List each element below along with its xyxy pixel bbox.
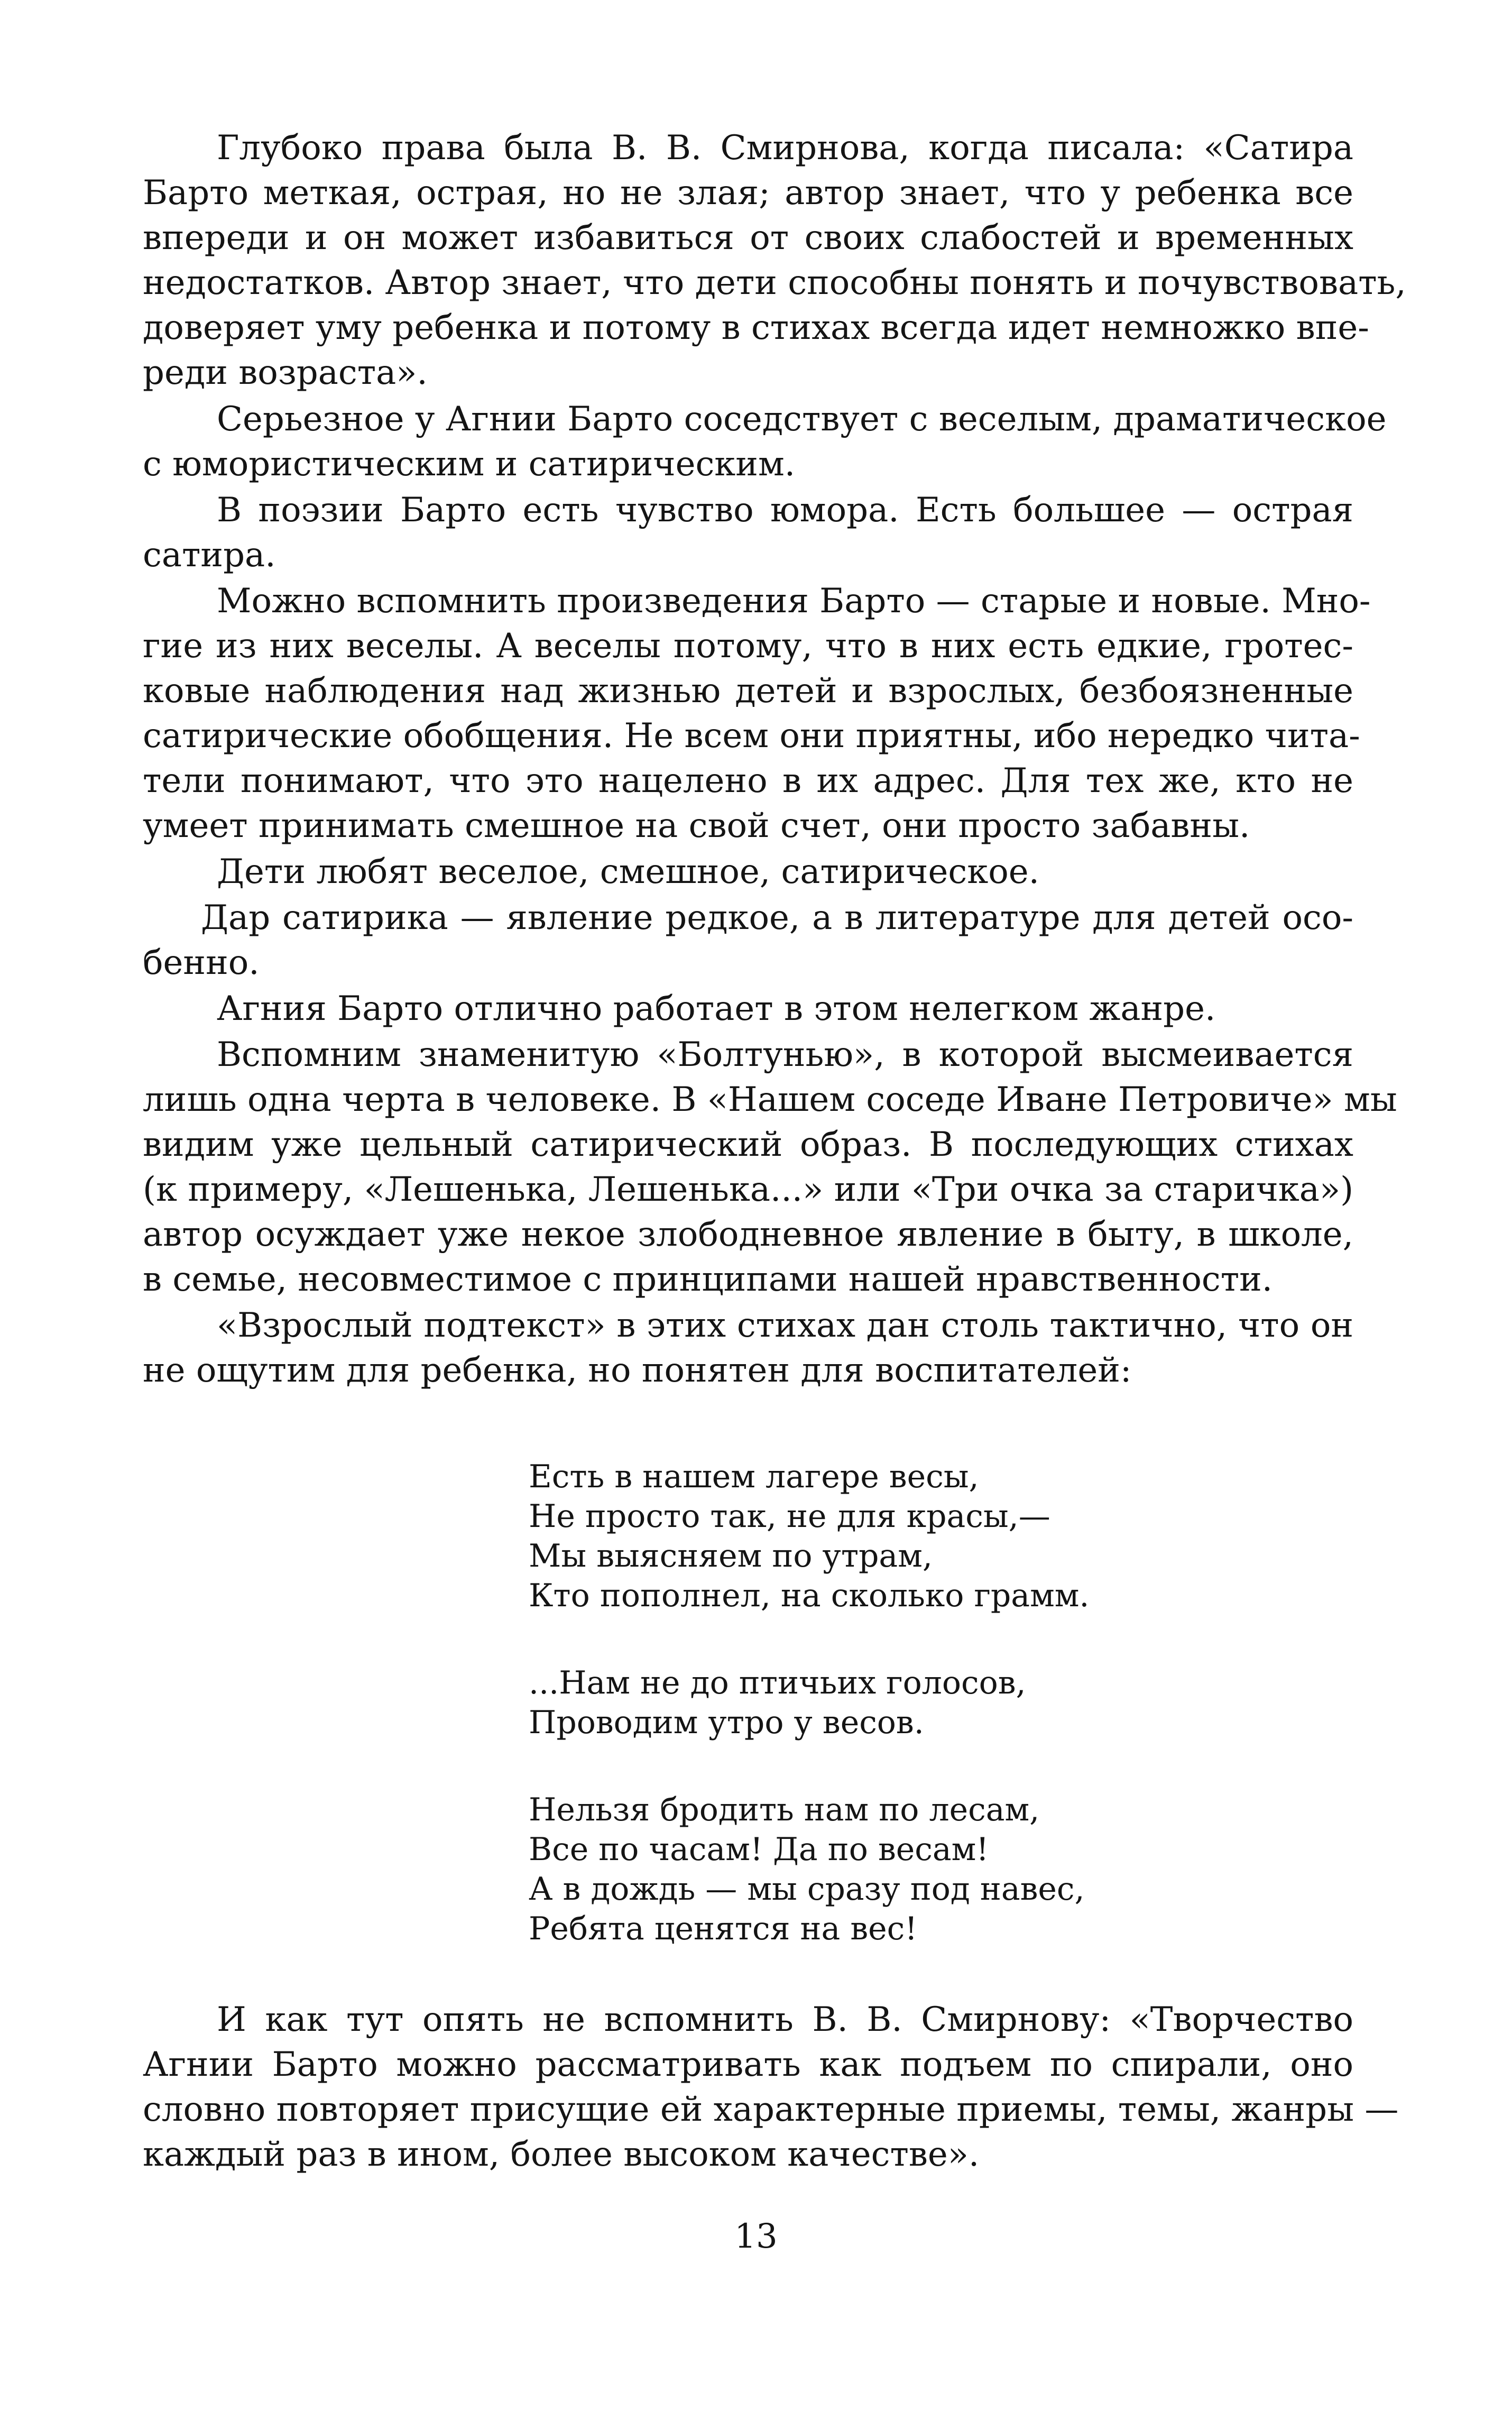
text-line: каждый раз в ином, более высоком качестве». [143,2135,980,2174]
text-line: лишь одна черта в человеке. В «Нашем соседе Иване Петровиче» мы [143,1080,1397,1119]
text-line: тели понимают, что это нацелено в их адрес. Для тех же, кто не [143,761,1353,800]
text-line: сатира. [143,536,276,575]
poem-line: Не просто так, не для красы,— [529,1498,1050,1535]
text-line: Серьезное у Агнии Барто соседствует с веселым, драматическое [217,400,1387,439]
text-line: Дети любят веселое, смешное, сатирическое. [217,852,1039,891]
text-line: сатирические обобщения. Не всем они приятны, ибо нередко чита- [143,716,1360,756]
text-line: автор осуждает уже некое злободневное явление в быту, в школе, [143,1215,1353,1254]
text-line: бенно. [143,943,260,982]
poem-line: Нельзя бродить нам по лесам, [529,1791,1040,1828]
text-line: недостатков. Автор знает, что дети способны понять и почувствовать, [143,263,1406,302]
text-line: впереди и он может избавиться от своих слабостей и временных [143,218,1353,257]
poem-line: А в дождь — мы сразу под навес, [529,1871,1085,1908]
poem-line: ...Нам не до птичьих голосов, [529,1664,1026,1701]
text-line: (к примеру, «Лешенька, Лешенька...» или «Три очка за старичка») [143,1170,1354,1209]
poem-line: Мы выясняем по утрам, [529,1538,933,1575]
text-line: И как тут опять не вспомнить В. В. Смирнову: «Творчество [217,2000,1353,2039]
text-line: видим уже цельный сатирический образ. В последующих стихах [143,1125,1353,1164]
text-line: доверяет уму ребенка и потому в стихах всегда идет немножко впе- [143,308,1369,347]
text-line: не ощутим для ребенка, но понятен для воспитателей: [143,1351,1132,1390]
poem-line: Есть в нашем лагере весы, [529,1458,979,1495]
text-line: реди возраста». [143,353,428,392]
text-line: Агния Барто отлично работает в этом нелегком жанре. [217,989,1216,1028]
poem-line: Ребята ценятся на вес! [529,1910,918,1947]
text-line: Глубоко права была В. В. Смирнова, когда писала: «Сатира [217,128,1353,168]
text-line: Барто меткая, острая, но не злая; автор знает, что у ребенка все [143,173,1353,213]
text-line: умеет принимать смешное на свой счет, они просто забавны. [143,806,1250,845]
text-line: ковые наблюдения над жизнью детей и взрослых, безбоязненные [143,671,1353,711]
text-line: Вспомним знаменитую «Болтунью», в которой высмеивается [217,1035,1353,1074]
page-number: 13 [734,2217,778,2256]
text-line: Дар сатирика — явление редкое, а в литературе для детей осо- [201,898,1353,937]
text-line: гие из них веселы. А веселы потому, что в них есть едкие, гротес- [143,627,1353,666]
text-line: В поэзии Барто есть чувство юмора. Есть большее — острая [217,491,1353,530]
text-line: Можно вспомнить произведения Барто — старые и новые. Мно- [217,582,1371,621]
text-line: словно повторяет присущие ей характерные приемы, темы, жанры — [143,2090,1399,2129]
text-line: «Взрослый подтекст» в этих стихах дан столь тактично, что он [217,1306,1353,1345]
poem-line: Кто пополнел, на сколько грамм. [529,1577,1090,1614]
poem-line: Проводим утро у весов. [529,1704,924,1741]
text-line: в семье, несовместимое с принципами нашей нравственности. [143,1260,1273,1299]
text-line: с юмористическим и сатирическим. [143,445,796,484]
text-line: Агнии Барто можно рассматривать как подъем по спирали, оно [143,2045,1353,2084]
poem-line: Все по часам! Да по весам! [529,1831,989,1868]
